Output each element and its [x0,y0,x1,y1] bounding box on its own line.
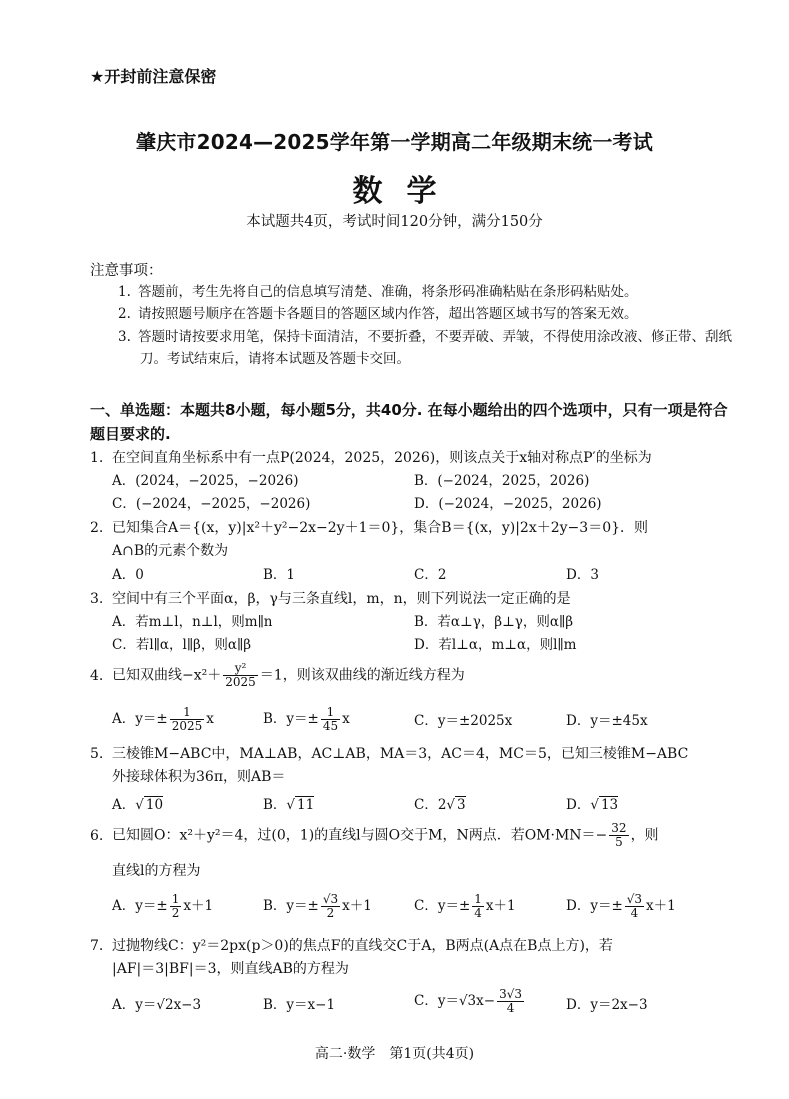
option-d: D．√ 13 [566,797,619,813]
option-a: A．若m⊥l，n⊥l，则m∥n [112,614,273,630]
option-a: A．y＝± $\frac{1}{2}$ x＋1 [112,892,214,920]
option-d: D．y＝± $\frac{√3}{4}$ x＋1 [566,892,676,920]
question-5-line-2: 外接球体积为36π，则AB＝ [112,769,286,785]
option-a: A．y＝± $\frac{1}{2025}$ x [112,705,214,733]
question-1: 1. 在空间直角坐标系中有一点P(2024，2025，2026)，则该点关于x轴对称点P′的坐标为 [90,450,652,466]
notice-item: 1. 答题前，考生先将自己的信息填写清楚、准确，将条形码准确粘贴在条形码粘贴处。 [118,284,638,300]
option-c: C．y＝± $\frac{1}{4}$ x＋1 [414,892,516,920]
subject-title: 数学 [352,174,461,209]
exam-title: 肇庆市2024—2025学年第一学期高二年级期末统一考试 [136,130,653,154]
notice-heading: 注意事项： [90,263,163,279]
confidential-notice: ★开封前注意保密 [90,67,217,86]
option-b: B．√ 11 [263,797,315,813]
option-c: C．(−2024，−2025，−2026) [112,496,311,512]
option-b: B．y＝± $\frac{1}{45}$ x [263,705,350,733]
option-a: A．√ 10 [112,797,164,813]
option-b: B．1 [263,567,296,583]
page-footer: 高二·数学 第1页(共4页) [314,1046,475,1062]
option-d: D．y＝±45x [566,713,648,729]
option-b: B．y＝x−1 [263,997,336,1013]
question-7: 7. 过抛物线C：y²＝2px(p＞0)的焦点F的直线交C于A，B两点(A点在B点上方)，若 [90,938,613,954]
option-a: A．(2024，−2025，−2026) [112,473,299,489]
option-a: A．y＝√2x−3 [112,997,202,1013]
question-5: 5. 三棱锥M−ABC中，MA⊥AB，AC⊥AB，MA＝3，AC＝4，MC＝5，已知三棱锥M−ABC [90,746,689,762]
exam-meta: 本试题共4页，考试时间120分钟，满分150分 [246,214,543,230]
option-a: A．0 [112,567,144,583]
section-heading: 一、单选题：本题共8小题，每小题5分，共40分. 在每小题给出的四个选项中，只有一项是符合题目要求的. [90,401,728,443]
option-c: C．2√ 3 [414,797,466,813]
question-2: 2. 已知集合A＝{(x，y)|x²＋y²−2x−2y＋1＝0}，集合B＝{(x，y)|2x＋2y−3＝0}．则 [90,520,649,536]
fraction: $\frac{\text{y²}}{2025}$ [225,661,256,689]
option-c: C．若l∥α，l∥β，则α∥β [112,637,252,653]
question-3: 3. 空间中有三个平面α，β，γ与三条直线l，m，n，则下列说法一定正确的是 [90,591,571,607]
option-d: D．y＝2x−3 [566,997,648,1013]
fraction: $\frac{32}{5}$ [611,821,627,849]
notice-item: 2. 请按照题号顺序在答题卡各题目的答题区域内作答，超出答题区域书写的答案无效。 [118,306,638,322]
option-b: B．若α⊥γ，β⊥γ，则α∥β [414,614,574,630]
option-c: C．2 [414,567,447,583]
question-6: 6. 已知圆O：x²＋y²＝4，过(0，1)的直线l与圆O交于M，N两点．若OM·MN＝− $\frac{32}{5}$ ，则 [90,821,659,849]
option-d: D．3 [566,567,599,583]
question-4: 4. 已知双曲线−x²＋ $\frac{\text{y²}}{2025}$ ＝1，则该双曲线的渐近线方程为 [90,661,465,689]
option-c: C．y＝±2025x [414,713,513,729]
option-d: D．(−2024，−2025，2026) [414,496,602,512]
notice-item: 3. 答题时请按要求用笔，保持卡面清洁，不要折叠，不要弄破、弄皱，不得使用涂改液、修正带、刮纸刀。考试结束后，请将本试题及答题卡交回。 [118,329,732,367]
question-7-line-2: |AF|＝3|BF|＝3，则直线AB的方程为 [112,961,349,977]
question-6-line-2: 直线l的方程为 [112,863,201,879]
option-b: B．(−2024，2025，2026) [414,473,590,489]
option-b: B．y＝± $\frac{√3}{2}$ x＋1 [263,892,372,920]
question-2-line-2: A∩B的元素个数为 [112,543,229,559]
option-d: D．若l⊥α，m⊥α，则l∥m [414,637,577,653]
option-c: C．y＝√3x− $\frac{3√3}{4}$ [414,987,522,1015]
